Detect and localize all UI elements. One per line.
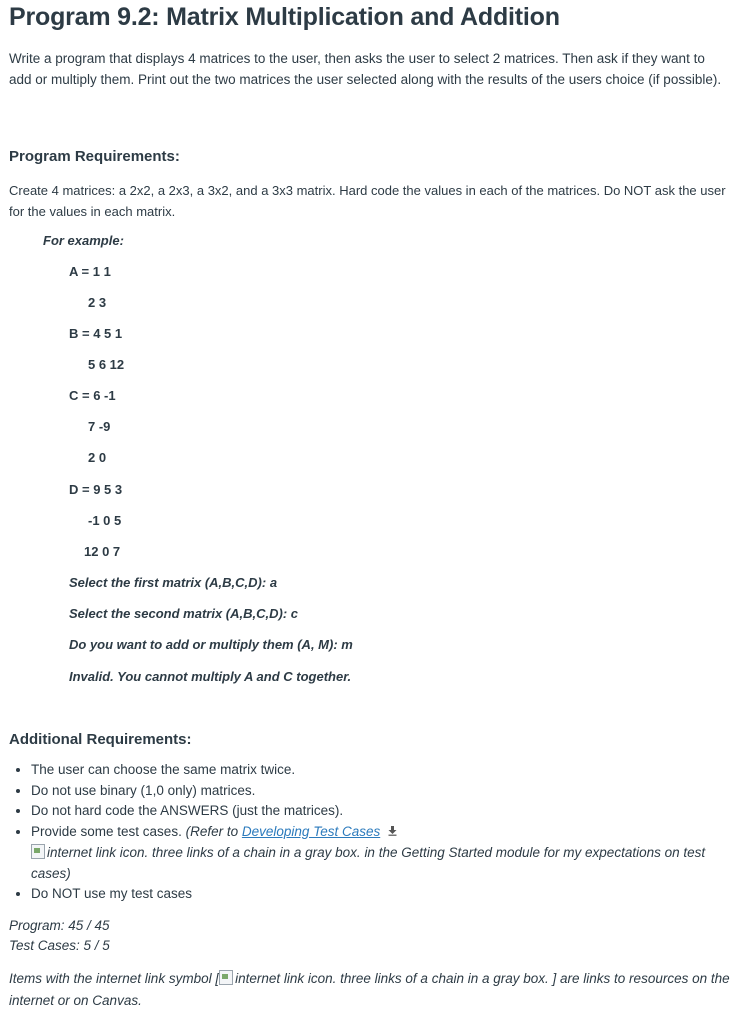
matrix-line: 2 3 — [88, 295, 107, 310]
footnote-image-alt: internet link icon. three links of a chain in a gray box. — [235, 971, 549, 986]
broken-image-icon — [219, 970, 233, 985]
list-item: • Provide some test cases. (Refer to Developing Test Cases internet link icon. three links of a chain in a gray box. in the Getting Started module for my expectations on test cases) — [31, 822, 743, 885]
example-label: For example: — [43, 233, 124, 248]
matrix-line: A = 1 1 — [69, 264, 111, 279]
scores — [9, 916, 110, 956]
list-item: • The user can choose the same matrix twice. — [31, 760, 743, 781]
page-title: Program 9.2: Matrix Multiplication and Addition — [9, 3, 560, 31]
footnote-prefix: Items with the internet link symbol [ — [9, 971, 220, 986]
footnote-suffix: ] are links to resources on the internet or on Canvas. — [9, 971, 730, 1008]
test-cases-score: Test Cases: 5 / 5 — [9, 938, 110, 953]
matrix-line: 12 0 7 — [84, 544, 121, 559]
list-item: • Do not use binary (1,0 only) matrices. — [31, 781, 743, 802]
additional-requirements-heading: Additional Requirements: — [9, 731, 192, 748]
image-alt-text: internet link icon. three links of a chain in a gray box. — [47, 845, 361, 860]
prompt-line: Select the second matrix (A,B,C,D): c — [69, 606, 298, 621]
prompt-line: Select the first matrix (A,B,C,D): a — [69, 575, 278, 590]
prompt-line: Do you want to add or multiply them (A, M): m — [69, 637, 353, 652]
prompt-line: Invalid. You cannot multiply A and C together. — [69, 669, 352, 684]
matrix-line: C = 6 -1 — [69, 388, 116, 403]
developing-test-cases-link[interactable]: Developing Test Cases — [241, 823, 381, 839]
list-item: • Do not hard code the ANSWERS (just the matrices). — [31, 801, 743, 822]
matrix-line: B = 4 5 1 — [69, 326, 123, 341]
additional-requirements-list — [9, 760, 743, 905]
program-requirements-text: Create 4 matrices: a 2x2, a 2x3, a 3x2, and a 3x3 matrix. Hard code the values in each of the matrices. Do NOT ask the user for the values in each matrix. — [9, 183, 726, 219]
program-score: Program: 45 / 45 — [9, 918, 110, 933]
list-item: • Do NOT use my test cases — [31, 884, 743, 905]
testcase-ref-prefix: (Refer to — [185, 823, 239, 839]
intro-paragraph: Write a program that displays 4 matrices to the user, then asks the user to select 2 matrices. Then ask if they want to add or multiply them. Print out the two matrices the user selected along with the results of the users choice (if possible). — [9, 51, 722, 87]
testcase-ref-suffix: in the Getting Started module for my expectations on test cases) — [31, 845, 706, 881]
matrix-line: D = 9 5 3 — [69, 482, 123, 497]
broken-image-icon — [31, 844, 45, 859]
download-icon[interactable] — [388, 823, 397, 844]
matrix-line: 2 0 — [88, 450, 107, 465]
matrix-line: -1 0 5 — [88, 513, 122, 528]
footnote — [9, 968, 735, 1011]
matrix-line: 5 6 12 — [88, 357, 125, 372]
matrix-line: 7 -9 — [88, 419, 111, 434]
program-requirements-heading: Program Requirements: — [9, 148, 180, 165]
